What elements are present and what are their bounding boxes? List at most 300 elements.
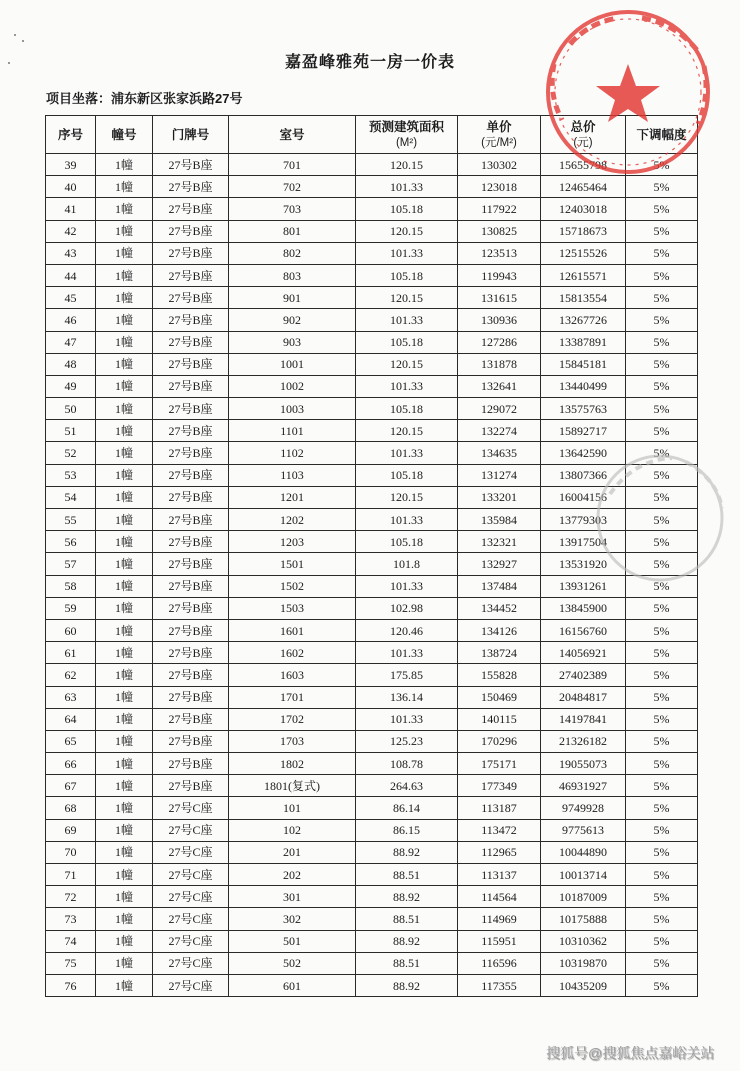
cell-seq: 52: [46, 442, 96, 464]
cell-seq: 54: [46, 486, 96, 508]
cell-seq: 42: [46, 220, 96, 242]
cell-total-price: 10175888: [541, 908, 626, 930]
cell-building: 1幢: [96, 486, 153, 508]
cell-reduction: 5%: [626, 664, 698, 686]
cell-door: 27号C座: [153, 930, 229, 952]
cell-room: 801: [229, 220, 356, 242]
cell-building: 1幢: [96, 886, 153, 908]
cell-area: 88.51: [356, 864, 458, 886]
cell-unit-price: 130936: [458, 309, 541, 331]
cell-area: 88.51: [356, 952, 458, 974]
cell-total-price: 13642590: [541, 442, 626, 464]
cell-door: 27号B座: [153, 420, 229, 442]
cell-total-price: 13779303: [541, 509, 626, 531]
cell-unit-price: 134635: [458, 442, 541, 464]
table-row: [46, 509, 698, 531]
cell-unit-price: 117355: [458, 974, 541, 996]
header-total-price: [541, 116, 626, 154]
cell-room: 1102: [229, 442, 356, 464]
cell-area: 101.33: [356, 509, 458, 531]
cell-unit-price: 135984: [458, 509, 541, 531]
cell-area: 101.33: [356, 309, 458, 331]
cell-seq: 49: [46, 375, 96, 397]
cell-building: 1幢: [96, 797, 153, 819]
cell-building: 1幢: [96, 686, 153, 708]
cell-door: 27号B座: [153, 264, 229, 286]
cell-reduction: 5%: [626, 597, 698, 619]
cell-unit-price: 133201: [458, 486, 541, 508]
cell-seq: 75: [46, 952, 96, 974]
cell-reduction: 5%: [626, 198, 698, 220]
cell-reduction: 5%: [626, 331, 698, 353]
table-row: [46, 930, 698, 952]
cell-building: 1幢: [96, 597, 153, 619]
cell-total-price: 13845900: [541, 597, 626, 619]
cell-unit-price: 113472: [458, 819, 541, 841]
cell-total-price: 15655798: [541, 154, 626, 176]
cell-door: 27号B座: [153, 331, 229, 353]
cell-door: 27号B座: [153, 708, 229, 730]
cell-reduction: 5%: [626, 730, 698, 752]
cell-room: 101: [229, 797, 356, 819]
cell-door: 27号B座: [153, 287, 229, 309]
header-seq: [46, 116, 96, 154]
table-row: [46, 398, 698, 420]
cell-total-price: 12465464: [541, 176, 626, 198]
cell-unit-price: 113137: [458, 864, 541, 886]
cell-seq: 63: [46, 686, 96, 708]
cell-seq: 51: [46, 420, 96, 442]
cell-unit-price: 137484: [458, 575, 541, 597]
cell-reduction: 5%: [626, 908, 698, 930]
cell-reduction: 5%: [626, 486, 698, 508]
cell-area: 125.23: [356, 730, 458, 752]
cell-seq: 67: [46, 775, 96, 797]
cell-seq: 50: [46, 398, 96, 420]
cell-room: 502: [229, 952, 356, 974]
cell-area: 108.78: [356, 753, 458, 775]
cell-reduction: 5%: [626, 464, 698, 486]
cell-door: 27号C座: [153, 886, 229, 908]
cell-room: 901: [229, 287, 356, 309]
cell-total-price: 19055073: [541, 753, 626, 775]
cell-door: 27号B座: [153, 575, 229, 597]
header-area: [356, 116, 458, 154]
header-label: 下调幅度: [636, 127, 687, 142]
cell-area: 120.15: [356, 420, 458, 442]
cell-unit-price: 115951: [458, 930, 541, 952]
cell-total-price: 12403018: [541, 198, 626, 220]
cell-room: 1503: [229, 597, 356, 619]
cell-total-price: 14197841: [541, 708, 626, 730]
cell-building: 1幢: [96, 642, 153, 664]
page-title: 嘉盈峰雅苑一房一价表: [284, 54, 455, 71]
cell-room: 1701: [229, 686, 356, 708]
cell-room: 702: [229, 176, 356, 198]
cell-door: 27号B座: [153, 398, 229, 420]
cell-seq: 39: [46, 154, 96, 176]
table-header: [46, 116, 698, 154]
cell-building: 1幢: [96, 331, 153, 353]
cell-seq: 73: [46, 908, 96, 930]
cell-building: 1幢: [96, 154, 153, 176]
cell-seq: 64: [46, 708, 96, 730]
cell-reduction: 5%: [626, 708, 698, 730]
cell-door: 27号B座: [153, 154, 229, 176]
cell-reduction: 5%: [626, 553, 698, 575]
cell-door: 27号B座: [153, 198, 229, 220]
cell-room: 1801(复式): [229, 775, 356, 797]
cell-seq: 41: [46, 198, 96, 220]
cell-reduction: 5%: [626, 952, 698, 974]
cell-unit-price: 155828: [458, 664, 541, 686]
cell-seq: 62: [46, 664, 96, 686]
cell-seq: 60: [46, 619, 96, 641]
cell-reduction: 5%: [626, 642, 698, 664]
watermark: 搜狐号@搜狐焦点嘉峪关站: [546, 1045, 715, 1061]
cell-reduction: 5%: [626, 375, 698, 397]
header-room: [229, 116, 356, 154]
cell-unit-price: 138724: [458, 642, 541, 664]
header-unit: (元): [573, 136, 593, 149]
cell-reduction: 5%: [626, 930, 698, 952]
table-row: [46, 442, 698, 464]
cell-building: 1幢: [96, 708, 153, 730]
cell-unit-price: 132321: [458, 531, 541, 553]
cell-unit-price: 134452: [458, 597, 541, 619]
cell-reduction: 5%: [626, 242, 698, 264]
cell-area: 101.33: [356, 176, 458, 198]
cell-reduction: 5%: [626, 509, 698, 531]
cell-total-price: 13531920: [541, 553, 626, 575]
header-unit: (M²): [395, 136, 418, 149]
cell-seq: 58: [46, 575, 96, 597]
cell-area: 101.33: [356, 442, 458, 464]
cell-door: 27号B座: [153, 353, 229, 375]
cell-building: 1幢: [96, 974, 153, 996]
cell-area: 264.63: [356, 775, 458, 797]
cell-total-price: 21326182: [541, 730, 626, 752]
table-row: [46, 864, 698, 886]
header-door: [153, 116, 229, 154]
cell-unit-price: 113187: [458, 797, 541, 819]
cell-reduction: 5%: [626, 841, 698, 863]
table-row: [46, 242, 698, 264]
cell-building: 1幢: [96, 420, 153, 442]
cell-seq: 74: [46, 930, 96, 952]
cell-area: 105.18: [356, 264, 458, 286]
cell-door: 27号B座: [153, 509, 229, 531]
cell-door: 27号C座: [153, 841, 229, 863]
table-row: [46, 553, 698, 575]
table-row: [46, 176, 698, 198]
cell-building: 1幢: [96, 264, 153, 286]
cell-area: 120.15: [356, 353, 458, 375]
table-row: [46, 664, 698, 686]
cell-room: 802: [229, 242, 356, 264]
cell-room: 201: [229, 841, 356, 863]
cell-room: 1001: [229, 353, 356, 375]
cell-unit-price: 114969: [458, 908, 541, 930]
table-row: [46, 597, 698, 619]
cell-reduction: 5%: [626, 864, 698, 886]
cell-total-price: 13917504: [541, 531, 626, 553]
cell-door: 27号B座: [153, 753, 229, 775]
cell-seq: 59: [46, 597, 96, 619]
cell-door: 27号C座: [153, 864, 229, 886]
cell-total-price: 13387891: [541, 331, 626, 353]
cell-reduction: 5%: [626, 176, 698, 198]
table-row: [46, 775, 698, 797]
cell-room: 1703: [229, 730, 356, 752]
cell-total-price: 13575763: [541, 398, 626, 420]
cell-area: 88.92: [356, 886, 458, 908]
cell-total-price: 13931261: [541, 575, 626, 597]
cell-seq: 76: [46, 974, 96, 996]
cell-total-price: 16156760: [541, 619, 626, 641]
cell-area: 105.18: [356, 331, 458, 353]
cell-unit-price: 112965: [458, 841, 541, 863]
cell-area: 102.98: [356, 597, 458, 619]
cell-door: 27号B座: [153, 464, 229, 486]
cell-reduction: 5%: [626, 220, 698, 242]
cell-unit-price: 132274: [458, 420, 541, 442]
cell-total-price: 13440499: [541, 375, 626, 397]
cell-total-price: 10187009: [541, 886, 626, 908]
cell-building: 1幢: [96, 930, 153, 952]
cell-building: 1幢: [96, 841, 153, 863]
table-row: [46, 841, 698, 863]
cell-area: 101.33: [356, 642, 458, 664]
cell-reduction: 5%: [626, 309, 698, 331]
cell-reduction: 5%: [626, 753, 698, 775]
table-row: [46, 264, 698, 286]
table-row: [46, 198, 698, 220]
cell-building: 1幢: [96, 753, 153, 775]
cell-seq: 72: [46, 886, 96, 908]
cell-reduction: 5%: [626, 619, 698, 641]
cell-area: 120.15: [356, 220, 458, 242]
cell-unit-price: 130825: [458, 220, 541, 242]
cell-door: 27号B座: [153, 619, 229, 641]
cell-door: 27号B座: [153, 486, 229, 508]
cell-room: 501: [229, 930, 356, 952]
cell-total-price: 12615571: [541, 264, 626, 286]
cell-unit-price: 140115: [458, 708, 541, 730]
cell-unit-price: 119943: [458, 264, 541, 286]
table-row: [46, 797, 698, 819]
cell-seq: 48: [46, 353, 96, 375]
cell-area: 88.92: [356, 930, 458, 952]
header-building: [96, 116, 153, 154]
cell-reduction: 5%: [626, 420, 698, 442]
cell-area: 101.33: [356, 375, 458, 397]
header-label: 总价: [570, 119, 596, 134]
cell-total-price: 10310362: [541, 930, 626, 952]
cell-room: 301: [229, 886, 356, 908]
cell-unit-price: 131615: [458, 287, 541, 309]
cell-door: 27号B座: [153, 531, 229, 553]
table-body: [46, 154, 698, 997]
table-row: [46, 486, 698, 508]
cell-building: 1幢: [96, 398, 153, 420]
cell-total-price: 15845181: [541, 353, 626, 375]
cell-area: 86.15: [356, 819, 458, 841]
table-row: [46, 154, 698, 176]
cell-seq: 46: [46, 309, 96, 331]
cell-area: 101.33: [356, 242, 458, 264]
header-unit: (元/M²): [481, 136, 517, 149]
header-label: 单价: [486, 119, 512, 134]
cell-area: 86.14: [356, 797, 458, 819]
cell-seq: 68: [46, 797, 96, 819]
cell-room: 102: [229, 819, 356, 841]
cell-room: 1501: [229, 553, 356, 575]
cell-total-price: 20484817: [541, 686, 626, 708]
cell-unit-price: 131274: [458, 464, 541, 486]
header-label: 门牌号: [171, 127, 210, 142]
cell-area: 136.14: [356, 686, 458, 708]
table-row: [46, 287, 698, 309]
table-row: [46, 464, 698, 486]
cell-door: 27号B座: [153, 242, 229, 264]
cell-seq: 65: [46, 730, 96, 752]
cell-unit-price: 150469: [458, 686, 541, 708]
cell-area: 101.33: [356, 708, 458, 730]
cell-building: 1幢: [96, 242, 153, 264]
cell-reduction: 5%: [626, 398, 698, 420]
cell-room: 1202: [229, 509, 356, 531]
cell-unit-price: 130302: [458, 154, 541, 176]
cell-unit-price: 131878: [458, 353, 541, 375]
cell-area: 120.15: [356, 486, 458, 508]
cell-area: 88.92: [356, 974, 458, 996]
cell-room: 1601: [229, 619, 356, 641]
cell-unit-price: 116596: [458, 952, 541, 974]
cell-building: 1幢: [96, 908, 153, 930]
cell-area: 105.18: [356, 464, 458, 486]
cell-building: 1幢: [96, 775, 153, 797]
table-row: [46, 819, 698, 841]
header-label: 序号: [57, 127, 83, 142]
cell-seq: 44: [46, 264, 96, 286]
cell-area: 105.18: [356, 531, 458, 553]
cell-reduction: 5%: [626, 154, 698, 176]
cell-room: 302: [229, 908, 356, 930]
header-label: 室号: [279, 127, 305, 142]
cell-room: 1103: [229, 464, 356, 486]
cell-building: 1幢: [96, 619, 153, 641]
cell-seq: 57: [46, 553, 96, 575]
cell-door: 27号B座: [153, 375, 229, 397]
cell-building: 1幢: [96, 553, 153, 575]
table-row: [46, 974, 698, 996]
table-row: [46, 575, 698, 597]
table-row: [46, 753, 698, 775]
cell-door: 27号C座: [153, 797, 229, 819]
cell-unit-price: 132927: [458, 553, 541, 575]
cell-total-price: 12515526: [541, 242, 626, 264]
header-label: 幢号: [111, 127, 137, 142]
cell-building: 1幢: [96, 176, 153, 198]
cell-unit-price: 123513: [458, 242, 541, 264]
cell-reduction: 5%: [626, 287, 698, 309]
cell-door: 27号B座: [153, 664, 229, 686]
cell-room: 803: [229, 264, 356, 286]
cell-room: 1702: [229, 708, 356, 730]
table-row: [46, 686, 698, 708]
cell-reduction: 5%: [626, 531, 698, 553]
cell-room: 1203: [229, 531, 356, 553]
cell-seq: 56: [46, 531, 96, 553]
cell-building: 1幢: [96, 287, 153, 309]
cell-total-price: 15718673: [541, 220, 626, 242]
table-row: [46, 220, 698, 242]
cell-room: 1003: [229, 398, 356, 420]
cell-building: 1幢: [96, 575, 153, 597]
cell-room: 902: [229, 309, 356, 331]
cell-door: 27号B座: [153, 176, 229, 198]
cell-room: 1602: [229, 642, 356, 664]
cell-room: 601: [229, 974, 356, 996]
cell-unit-price: 134126: [458, 619, 541, 641]
cell-room: 903: [229, 331, 356, 353]
cell-seq: 70: [46, 841, 96, 863]
table-row: [46, 952, 698, 974]
cell-total-price: 14056921: [541, 642, 626, 664]
cell-building: 1幢: [96, 353, 153, 375]
cell-room: 1201: [229, 486, 356, 508]
cell-building: 1幢: [96, 220, 153, 242]
header-unit-price: [458, 116, 541, 154]
cell-building: 1幢: [96, 375, 153, 397]
cell-total-price: 10013714: [541, 864, 626, 886]
cell-building: 1幢: [96, 864, 153, 886]
cell-room: 1502: [229, 575, 356, 597]
cell-door: 27号B座: [153, 442, 229, 464]
cell-area: 105.18: [356, 198, 458, 220]
table-row: [46, 353, 698, 375]
cell-building: 1幢: [96, 531, 153, 553]
cell-room: 202: [229, 864, 356, 886]
cell-door: 27号B座: [153, 730, 229, 752]
cell-room: 1603: [229, 664, 356, 686]
header-reduction: [626, 116, 698, 154]
table-row: [46, 908, 698, 930]
cell-building: 1幢: [96, 464, 153, 486]
cell-unit-price: 170296: [458, 730, 541, 752]
cell-total-price: 10044890: [541, 841, 626, 863]
cell-reduction: 5%: [626, 686, 698, 708]
cell-seq: 61: [46, 642, 96, 664]
cell-seq: 40: [46, 176, 96, 198]
cell-total-price: 10319870: [541, 952, 626, 974]
cell-total-price: 15892717: [541, 420, 626, 442]
header-row: [46, 116, 698, 154]
cell-door: 27号B座: [153, 686, 229, 708]
cell-unit-price: 177349: [458, 775, 541, 797]
cell-total-price: 10435209: [541, 974, 626, 996]
table-row: [46, 619, 698, 641]
cell-seq: 71: [46, 864, 96, 886]
cell-reduction: 5%: [626, 264, 698, 286]
cell-room: 701: [229, 154, 356, 176]
cell-seq: 53: [46, 464, 96, 486]
cell-area: 120.15: [356, 287, 458, 309]
scan-speck: [22, 40, 24, 42]
cell-total-price: 9775613: [541, 819, 626, 841]
cell-seq: 43: [46, 242, 96, 264]
